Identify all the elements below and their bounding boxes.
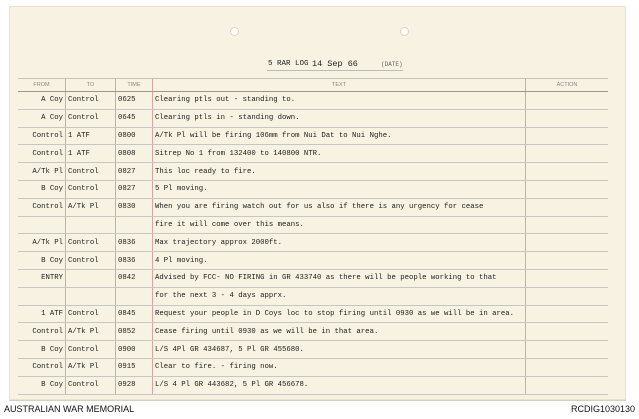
to-cell: 1 ATF [66,127,116,145]
log-row [18,269,608,287]
action-cell [526,109,609,127]
from-cell: 1 ATF [18,305,66,323]
to-cell: Control [66,109,116,127]
action-cell [526,92,609,110]
from-cell: ENTRY [18,269,66,287]
from-cell: A/Tk Pl [18,234,66,252]
unit-log-title: 5 RAR LOG [268,60,309,68]
log-row [18,287,608,305]
date-underline [267,70,403,71]
action-cell [526,145,609,163]
log-row [18,198,608,216]
from-cell: Control [18,358,66,376]
to-cell: Control [66,376,116,394]
from-cell: B Coy [18,180,66,198]
text-cell: Advised by FCC- NO FIRING in GR 433740 as there will be people working to that [153,269,526,287]
col-header-text: TEXT [153,79,526,92]
text-cell: When you are firing watch out for us also if there is any urgency for cease [153,198,526,216]
time-cell: 0830 [116,198,153,216]
time-cell: 0836 [116,252,153,270]
log-row [18,376,608,394]
time-cell: 0827 [116,180,153,198]
log-row [18,92,608,110]
log-table [18,78,608,395]
time-cell: 0625 [116,92,153,110]
footer-archive-name: AUSTRALIAN WAR MEMORIAL [4,404,135,414]
log-row [18,216,608,234]
action-cell [526,287,609,305]
from-cell [18,287,66,305]
log-row [18,163,608,181]
log-entries [18,92,608,395]
time-cell: 0645 [116,109,153,127]
from-cell: Control [18,198,66,216]
to-cell: Control [66,163,116,181]
log-date: 14 Sep 66 [312,59,358,69]
text-cell: Clear to fire. - firing now. [153,358,526,376]
to-cell: Control [66,341,116,359]
text-cell: 4 Pl moving. [153,252,526,270]
time-cell: 0928 [116,376,153,394]
action-cell [526,376,609,394]
action-cell [526,305,609,323]
text-cell: This loc ready to fire. [153,163,526,181]
action-cell [526,269,609,287]
action-cell [526,127,609,145]
action-cell [526,163,609,181]
text-cell: 5 Pl moving. [153,180,526,198]
action-cell [526,198,609,216]
from-cell: Control [18,323,66,341]
from-cell [18,216,66,234]
time-cell: 0836 [116,234,153,252]
punch-hole-right [400,27,409,36]
page-edge [9,400,626,401]
log-row [18,252,608,270]
col-header-time: TIME [116,79,153,92]
action-cell [526,358,609,376]
to-cell: Control [66,234,116,252]
col-header-from: FROM [18,79,66,92]
to-cell: A/Tk Pl [66,358,116,376]
text-cell: L/S 4 Pl GR 443682, 5 Pl GR 456678. [153,376,526,394]
text-cell: Clearing ptls in - standing down. [153,109,526,127]
time-cell: 0842 [116,269,153,287]
text-cell: A/Tk Pl will be firing 106mm from Nui Dat to Nui Nghe. [153,127,526,145]
to-cell: Control [66,252,116,270]
log-row [18,305,608,323]
log-row [18,234,608,252]
log-row [18,341,608,359]
time-cell: 0915 [116,358,153,376]
punch-hole-left [230,27,239,36]
action-cell [526,216,609,234]
text-cell: Max trajectory approx 2000ft. [153,234,526,252]
action-cell [526,252,609,270]
table-header-row [18,79,608,92]
from-cell: A/Tk Pl [18,163,66,181]
text-cell: Request your people in D Coys loc to stop firing until 0930 as we will be in area. [153,305,526,323]
col-header-action: ACTION [526,79,609,92]
log-row [18,323,608,341]
time-cell: 0800 [116,127,153,145]
text-cell: Sitrep No 1 from 132400 to 140800 NTR. [153,145,526,163]
action-cell [526,180,609,198]
log-row [18,358,608,376]
from-cell: B Coy [18,376,66,394]
to-cell [66,269,116,287]
to-cell: A/Tk Pl [66,198,116,216]
time-cell [116,216,153,234]
from-cell: A Coy [18,92,66,110]
time-cell: 0808 [116,145,153,163]
text-cell: fire it will come over this means. [153,216,526,234]
log-row [18,180,608,198]
to-cell [66,216,116,234]
log-row [18,109,608,127]
from-cell: Control [18,127,66,145]
log-row [18,127,608,145]
to-cell: 1 ATF [66,145,116,163]
text-cell: Cease firing until 0930 as we will be in that area. [153,323,526,341]
text-cell: for the next 3 - 4 days apprx. [153,287,526,305]
time-cell [116,287,153,305]
to-cell: Control [66,305,116,323]
time-cell: 0845 [116,305,153,323]
text-cell: Clearing ptls out - standing to. [153,92,526,110]
to-cell: A/Tk Pl [66,323,116,341]
from-cell: Control [18,145,66,163]
log-row [18,145,608,163]
text-cell: L/S 4Pl GR 434687, 5 Pl GR 455680. [153,341,526,359]
action-cell [526,323,609,341]
date-label: (DATE) [381,61,403,68]
action-cell [526,234,609,252]
from-cell: A Coy [18,109,66,127]
time-cell: 0900 [116,341,153,359]
action-cell [526,341,609,359]
from-cell: B Coy [18,252,66,270]
col-header-to: TO [66,79,116,92]
from-cell: B Coy [18,341,66,359]
to-cell [66,287,116,305]
to-cell: Control [66,180,116,198]
time-cell: 0827 [116,163,153,181]
time-cell: 0852 [116,323,153,341]
to-cell: Control [66,92,116,110]
footer-document-id: RCDIG1030130 [570,404,635,414]
